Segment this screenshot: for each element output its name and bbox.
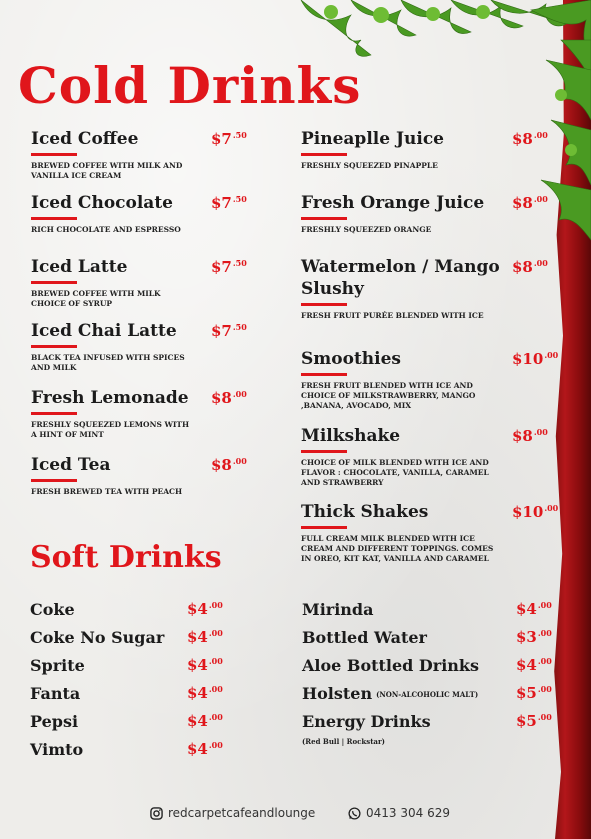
soft-drink-item: [302, 656, 479, 675]
phone-text: 0413 304 629: [366, 806, 450, 820]
menu-item-name: Iced Chai Latte: [31, 321, 177, 341]
menu-item-name: Watermelon / Mango Slushy: [301, 257, 500, 299]
red-underline: [31, 217, 77, 220]
price-dollars: $4: [187, 740, 208, 758]
menu-item-left-2: [31, 256, 196, 309]
soft-drink-price: [516, 712, 552, 730]
menu-item-left-3: [31, 320, 196, 373]
red-underline: [31, 153, 77, 156]
menu-item-name: Iced Tea: [31, 455, 111, 475]
price-dollars: $5: [516, 684, 537, 702]
menu-item-description: FRESHLY SQUEEZED PINAPPLE: [301, 161, 438, 170]
soft-drink-item: Coke No Sugar: [30, 628, 165, 647]
price-cents: .00: [544, 503, 559, 513]
soft-drink-item: [302, 712, 431, 731]
price-dollars: $10: [512, 503, 544, 521]
menu-item-description: FULL CREAM MILK BLENDED WITH ICE CREAM AND DIFFERENT TOPPINGS. COMES IN OREO, KIT KAT, VANILLA AND CARAMEL: [301, 534, 494, 563]
menu-item-price: [512, 130, 548, 148]
soft-drink-price: [187, 712, 223, 730]
price-cents: .00: [537, 684, 552, 694]
menu-item-name: Pineaplle Juice: [301, 129, 444, 149]
price-dollars: $7: [211, 194, 232, 212]
menu-item-description: FRESH FRUIT BLENDED WITH ICE AND CHOICE OF MILKSTRAWBERRY, MANGO ,BANANA, AVOCADO, MIX: [301, 381, 476, 410]
price-cents: .50: [232, 322, 247, 332]
menu-item-left-5: [31, 454, 196, 497]
red-underline: [301, 153, 347, 156]
instagram-handle[interactable]: [150, 806, 315, 820]
menu-item-description: FRESH FRUIT PURÉE BLENDED WITH ICE: [301, 311, 484, 320]
menu-item-left-1: [31, 192, 196, 235]
menu-item-description: CHOICE OF MILK BLENDED WITH ICE AND FLAVOR : CHOCOLATE, VANILLA, CARAMEL AND STRAWBERRY: [301, 458, 489, 487]
menu-item-price: [211, 194, 247, 212]
menu-item-price: [211, 389, 247, 407]
menu-item-price: [512, 503, 558, 521]
price-cents: .50: [232, 258, 247, 268]
menu-item-price: [512, 258, 548, 276]
soft-drink-price: [187, 656, 223, 674]
red-underline: [301, 450, 347, 453]
menu-item-right-3: [301, 348, 501, 411]
price-dollars: $4: [187, 628, 208, 646]
menu-item-price: [211, 322, 247, 340]
soft-drink-item: [302, 684, 478, 703]
price-cents: .00: [537, 656, 552, 666]
red-underline: [301, 526, 347, 529]
soft-drink-price: [187, 628, 223, 646]
soft-drink-price: [516, 656, 552, 674]
menu-item-description: BREWED COFFEE WITH MILK CHOICE OF SYRUP: [31, 289, 161, 308]
menu-item-name: Milkshake: [301, 426, 401, 446]
menu-item-name: Fresh Orange Juice: [301, 193, 485, 213]
menu-item-description: FRESH BREWED TEA WITH PEACH: [31, 487, 183, 496]
menu-item-description: RICH CHOCOLATE AND ESPRESSO: [31, 225, 181, 234]
menu-item-name: Iced Chocolate: [31, 193, 173, 213]
price-cents: .00: [208, 740, 223, 750]
menu-item-description: BREWED COFFEE WITH MILK AND VANILLA ICE CREAM: [31, 161, 183, 180]
price-cents: .00: [533, 427, 548, 437]
menu-item-name: Iced Coffee: [31, 129, 139, 149]
soft-drink-name: Energy Drinks: [302, 712, 431, 731]
menu-item-right-1: [301, 192, 501, 235]
price-cents: .00: [533, 258, 548, 268]
price-dollars: $7: [211, 258, 232, 276]
price-dollars: $4: [187, 684, 208, 702]
price-dollars: $8: [211, 456, 232, 474]
price-cents: .00: [537, 628, 552, 638]
price-cents: .00: [208, 656, 223, 666]
menu-item-price: [211, 258, 247, 276]
red-underline: [31, 281, 77, 284]
price-dollars: $3: [516, 628, 537, 646]
price-cents: .00: [208, 712, 223, 722]
price-cents: .50: [232, 194, 247, 204]
soft-drink-name: Bottled Water: [302, 628, 427, 647]
price-dollars: $5: [516, 712, 537, 730]
price-dollars: $4: [187, 600, 208, 618]
red-underline: [301, 217, 347, 220]
price-dollars: $10: [512, 350, 544, 368]
red-underline: [31, 345, 77, 348]
price-cents: .00: [208, 628, 223, 638]
whatsapp-icon: [348, 807, 361, 820]
soft-drink-name: Aloe Bottled Drinks: [302, 656, 480, 675]
menu-item-description: BLACK TEA INFUSED WITH SPICES AND MILK: [31, 353, 185, 372]
price-cents: .00: [232, 456, 247, 466]
price-cents: .50: [232, 130, 247, 140]
soft-drink-price: [187, 600, 223, 618]
menu-item-price: [211, 456, 247, 474]
red-underline: [301, 303, 347, 306]
price-cents: .00: [208, 684, 223, 694]
menu-item-right-2: [301, 256, 501, 321]
soft-drink-name: Holsten: [302, 684, 373, 703]
soft-drink-item: Sprite: [30, 656, 85, 675]
soft-drink-price: [187, 740, 223, 758]
price-cents: .00: [544, 350, 559, 360]
instagram-icon: [150, 807, 163, 820]
price-dollars: $8: [512, 427, 533, 445]
price-dollars: $4: [187, 656, 208, 674]
soft-drinks-title: Soft Drinks: [30, 540, 222, 575]
price-dollars: $8: [512, 194, 533, 212]
soft-drink-item: Fanta: [30, 684, 81, 703]
red-underline: [31, 479, 77, 482]
price-dollars: $4: [516, 656, 537, 674]
menu-item-description: FRESHLY SQUEEZED ORANGE: [301, 225, 432, 234]
red-underline: [301, 373, 347, 376]
menu-item-price: [512, 427, 548, 445]
price-dollars: $7: [211, 322, 232, 340]
menu-item-name: Thick Shakes: [301, 502, 429, 522]
soft-drink-item: Pepsi: [30, 712, 79, 731]
soft-drink-price: [516, 684, 552, 702]
price-cents: .00: [208, 600, 223, 610]
menu-item-left-0: [31, 128, 196, 181]
soft-drink-price: [187, 684, 223, 702]
price-dollars: $8: [512, 258, 533, 276]
phone-number[interactable]: [348, 806, 450, 820]
soft-drink-price: [516, 628, 552, 646]
cold-drinks-title: Cold Drinks: [18, 56, 362, 115]
menu-item-price: [211, 130, 247, 148]
menu-item-name: Iced Latte: [31, 257, 128, 277]
menu-item-right-0: [301, 128, 501, 171]
price-dollars: $7: [211, 130, 232, 148]
soft-drink-item: [302, 628, 427, 647]
instagram-text: redcarpetcafeandlounge: [168, 806, 316, 820]
price-cents: .00: [533, 194, 548, 204]
price-dollars: $4: [187, 712, 208, 730]
soft-drink-note: (NON-ALCOHOLIC MALT): [376, 690, 479, 699]
red-underline: [31, 412, 77, 415]
menu-item-price: [512, 350, 558, 368]
menu-item-name: Smoothies: [301, 349, 401, 369]
menu-item-right-4: [301, 425, 501, 488]
energy-drinks-note: (Red Bull | Rockstar): [302, 737, 385, 746]
menu-item-left-4: [31, 387, 196, 440]
soft-drink-item: [302, 600, 373, 619]
soft-drink-item: Vimto: [30, 740, 84, 759]
price-dollars: $4: [516, 600, 537, 618]
soft-drink-item: Coke: [30, 600, 75, 619]
price-dollars: $8: [211, 389, 232, 407]
menu-item-right-5: [301, 501, 501, 564]
price-cents: .00: [537, 600, 552, 610]
menu-item-name: Fresh Lemonade: [31, 388, 189, 408]
soft-drink-name: Mirinda: [302, 600, 374, 619]
price-cents: .00: [533, 130, 548, 140]
price-cents: .00: [537, 712, 552, 722]
soft-drink-price: [516, 600, 552, 618]
price-dollars: $8: [512, 130, 533, 148]
menu-item-price: [512, 194, 548, 212]
menu-item-description: FRESHLY SQUEEZED LEMONS WITH A HINT OF MINT: [31, 420, 190, 439]
price-cents: .00: [232, 389, 247, 399]
